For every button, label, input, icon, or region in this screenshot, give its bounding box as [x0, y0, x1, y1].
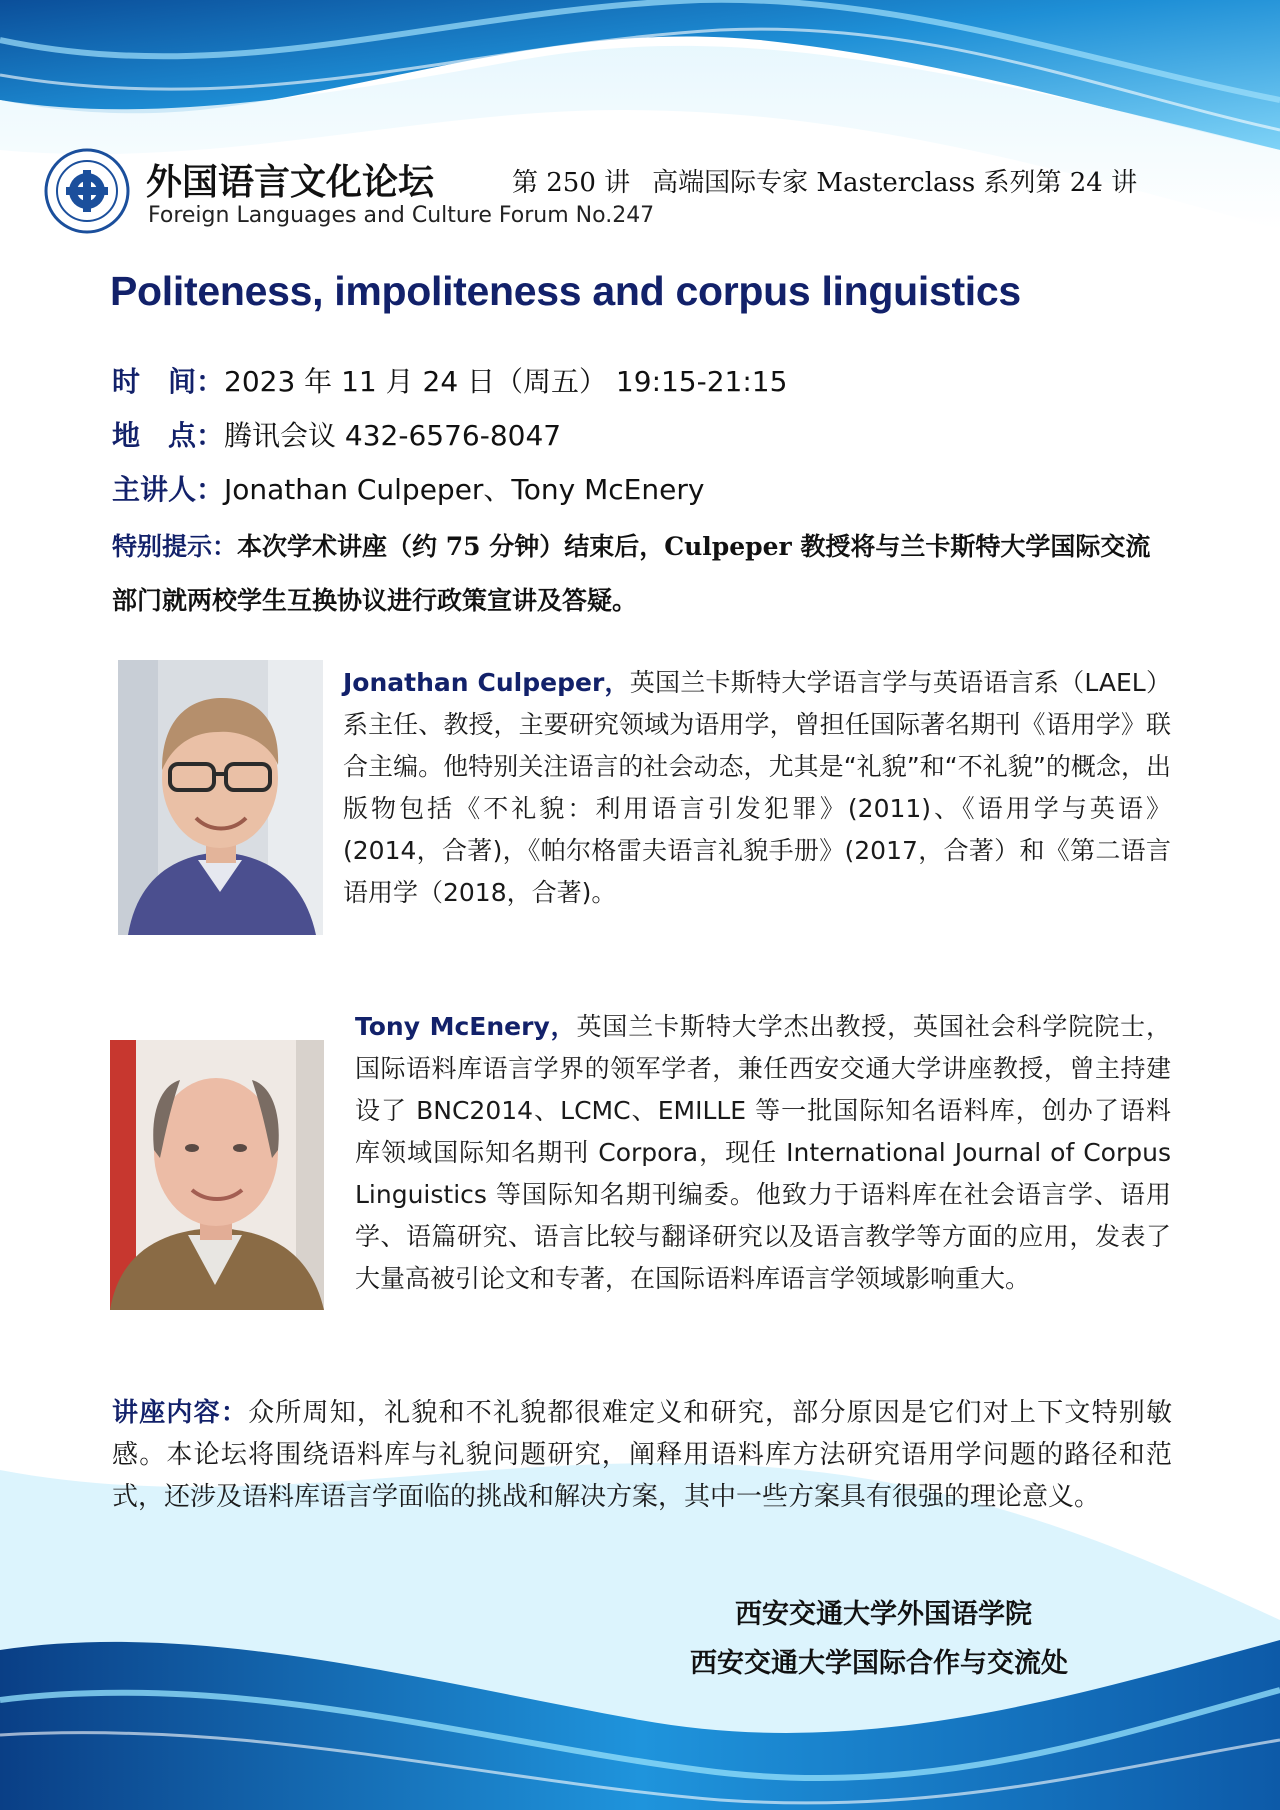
speaker-photo-mcenery	[110, 1040, 324, 1310]
organizer-school: 西安交通大学外国语学院	[735, 1599, 1032, 1630]
place-line	[112, 414, 561, 454]
speaker-name: Tony McEnery，	[355, 1012, 577, 1041]
place-label: 地 点：	[112, 419, 225, 452]
time-line	[112, 360, 787, 400]
organizer-office: 西安交通大学国际合作与交流处	[690, 1648, 1068, 1679]
special-notice	[112, 520, 1172, 628]
speaker-label: 主讲人：	[112, 473, 225, 506]
speaker-value: Jonathan Culpeper、Tony McEnery	[224, 473, 705, 506]
bio-mcenery	[355, 1006, 1171, 1300]
lecture-title: Politeness, impoliteness and corpus linguistics	[110, 268, 1021, 314]
lecture-text: 众所周知，礼貌和不礼貌都很难定义和研究，部分原因是它们对上下文特别敏感。本论坛将围绕语料库与礼貌问题研究，阐释用语料库方法研究语用学问题的路径和范式，还涉及语料库语言学面临的挑战和解决方案，其中一些方案具有很强的理论意义。	[112, 1398, 1172, 1512]
notice-text: 本次学术讲座（约 75 分钟）结束后，Culpeper 教授将与兰卡斯特大学国际交流部门就两校学生互换协议进行政策宣讲及答疑。	[112, 532, 1151, 615]
series-label: 高端国际专家 Masterclass 系列第 24 讲	[652, 168, 1138, 198]
place-value: 腾讯会议 432-6576-8047	[224, 419, 562, 452]
forum-title: 外国语言文化论坛	[146, 161, 435, 203]
speaker-name: Jonathan Culpeper，	[343, 668, 630, 697]
bio-culpeper	[343, 662, 1171, 914]
speaker-bio: 英国兰卡斯特大学语言学与英语语言系（LAEL）系主任、教授，主要研究领域为语用学，曾担任国际著名期刊《语用学》联合主编。他特别关注语言的社会动态，尤其是“礼貌”和“不礼貌”的概念，出版物包括《不礼貌：利用语言引发犯罪》(2011)、《语用学与英语》(2014，合著)，《帕尔格雷夫语言礼貌手册》(2017，合著）和《第二语言语用学（2018，合著)。	[343, 668, 1171, 907]
speaker-bio: 英国兰卡斯特大学杰出教授，英国社会科学院院士，国际语料库语言学界的领军学者，兼任西安交通大学讲座教授，曾主持建设了 BNC2014、LCMC、EMILLE 等一批国际知名语料库，创办了语料库领域国际知名期刊 Corpora，现任 International Journal of Corpus Linguistics 等国际知名期刊编委。他致力于语料库在社会语言学、语用学、语篇研究、语言比较与翻译研究以及语言教学等方面的应用，发表了大量高被引论文和专著，在国际语料库语言学领域影响重大。	[355, 1012, 1171, 1293]
speaker-line	[112, 468, 704, 508]
forum-subtitle: Foreign Languages and Culture Forum No.247	[148, 203, 655, 228]
lecture-content	[112, 1392, 1172, 1518]
time-label: 时 间：	[112, 365, 225, 398]
lecture-label: 讲座内容：	[112, 1398, 249, 1428]
time-value: 2023 年 11 月 24 日（周五） 19:15-21:15	[224, 365, 788, 398]
speaker-photo-culpeper	[118, 660, 323, 935]
forum-series-line	[512, 162, 1137, 199]
notice-label: 特别提示：	[112, 532, 238, 561]
university-seal-icon	[44, 148, 130, 234]
lecture-number: 第 250 讲	[512, 168, 631, 198]
